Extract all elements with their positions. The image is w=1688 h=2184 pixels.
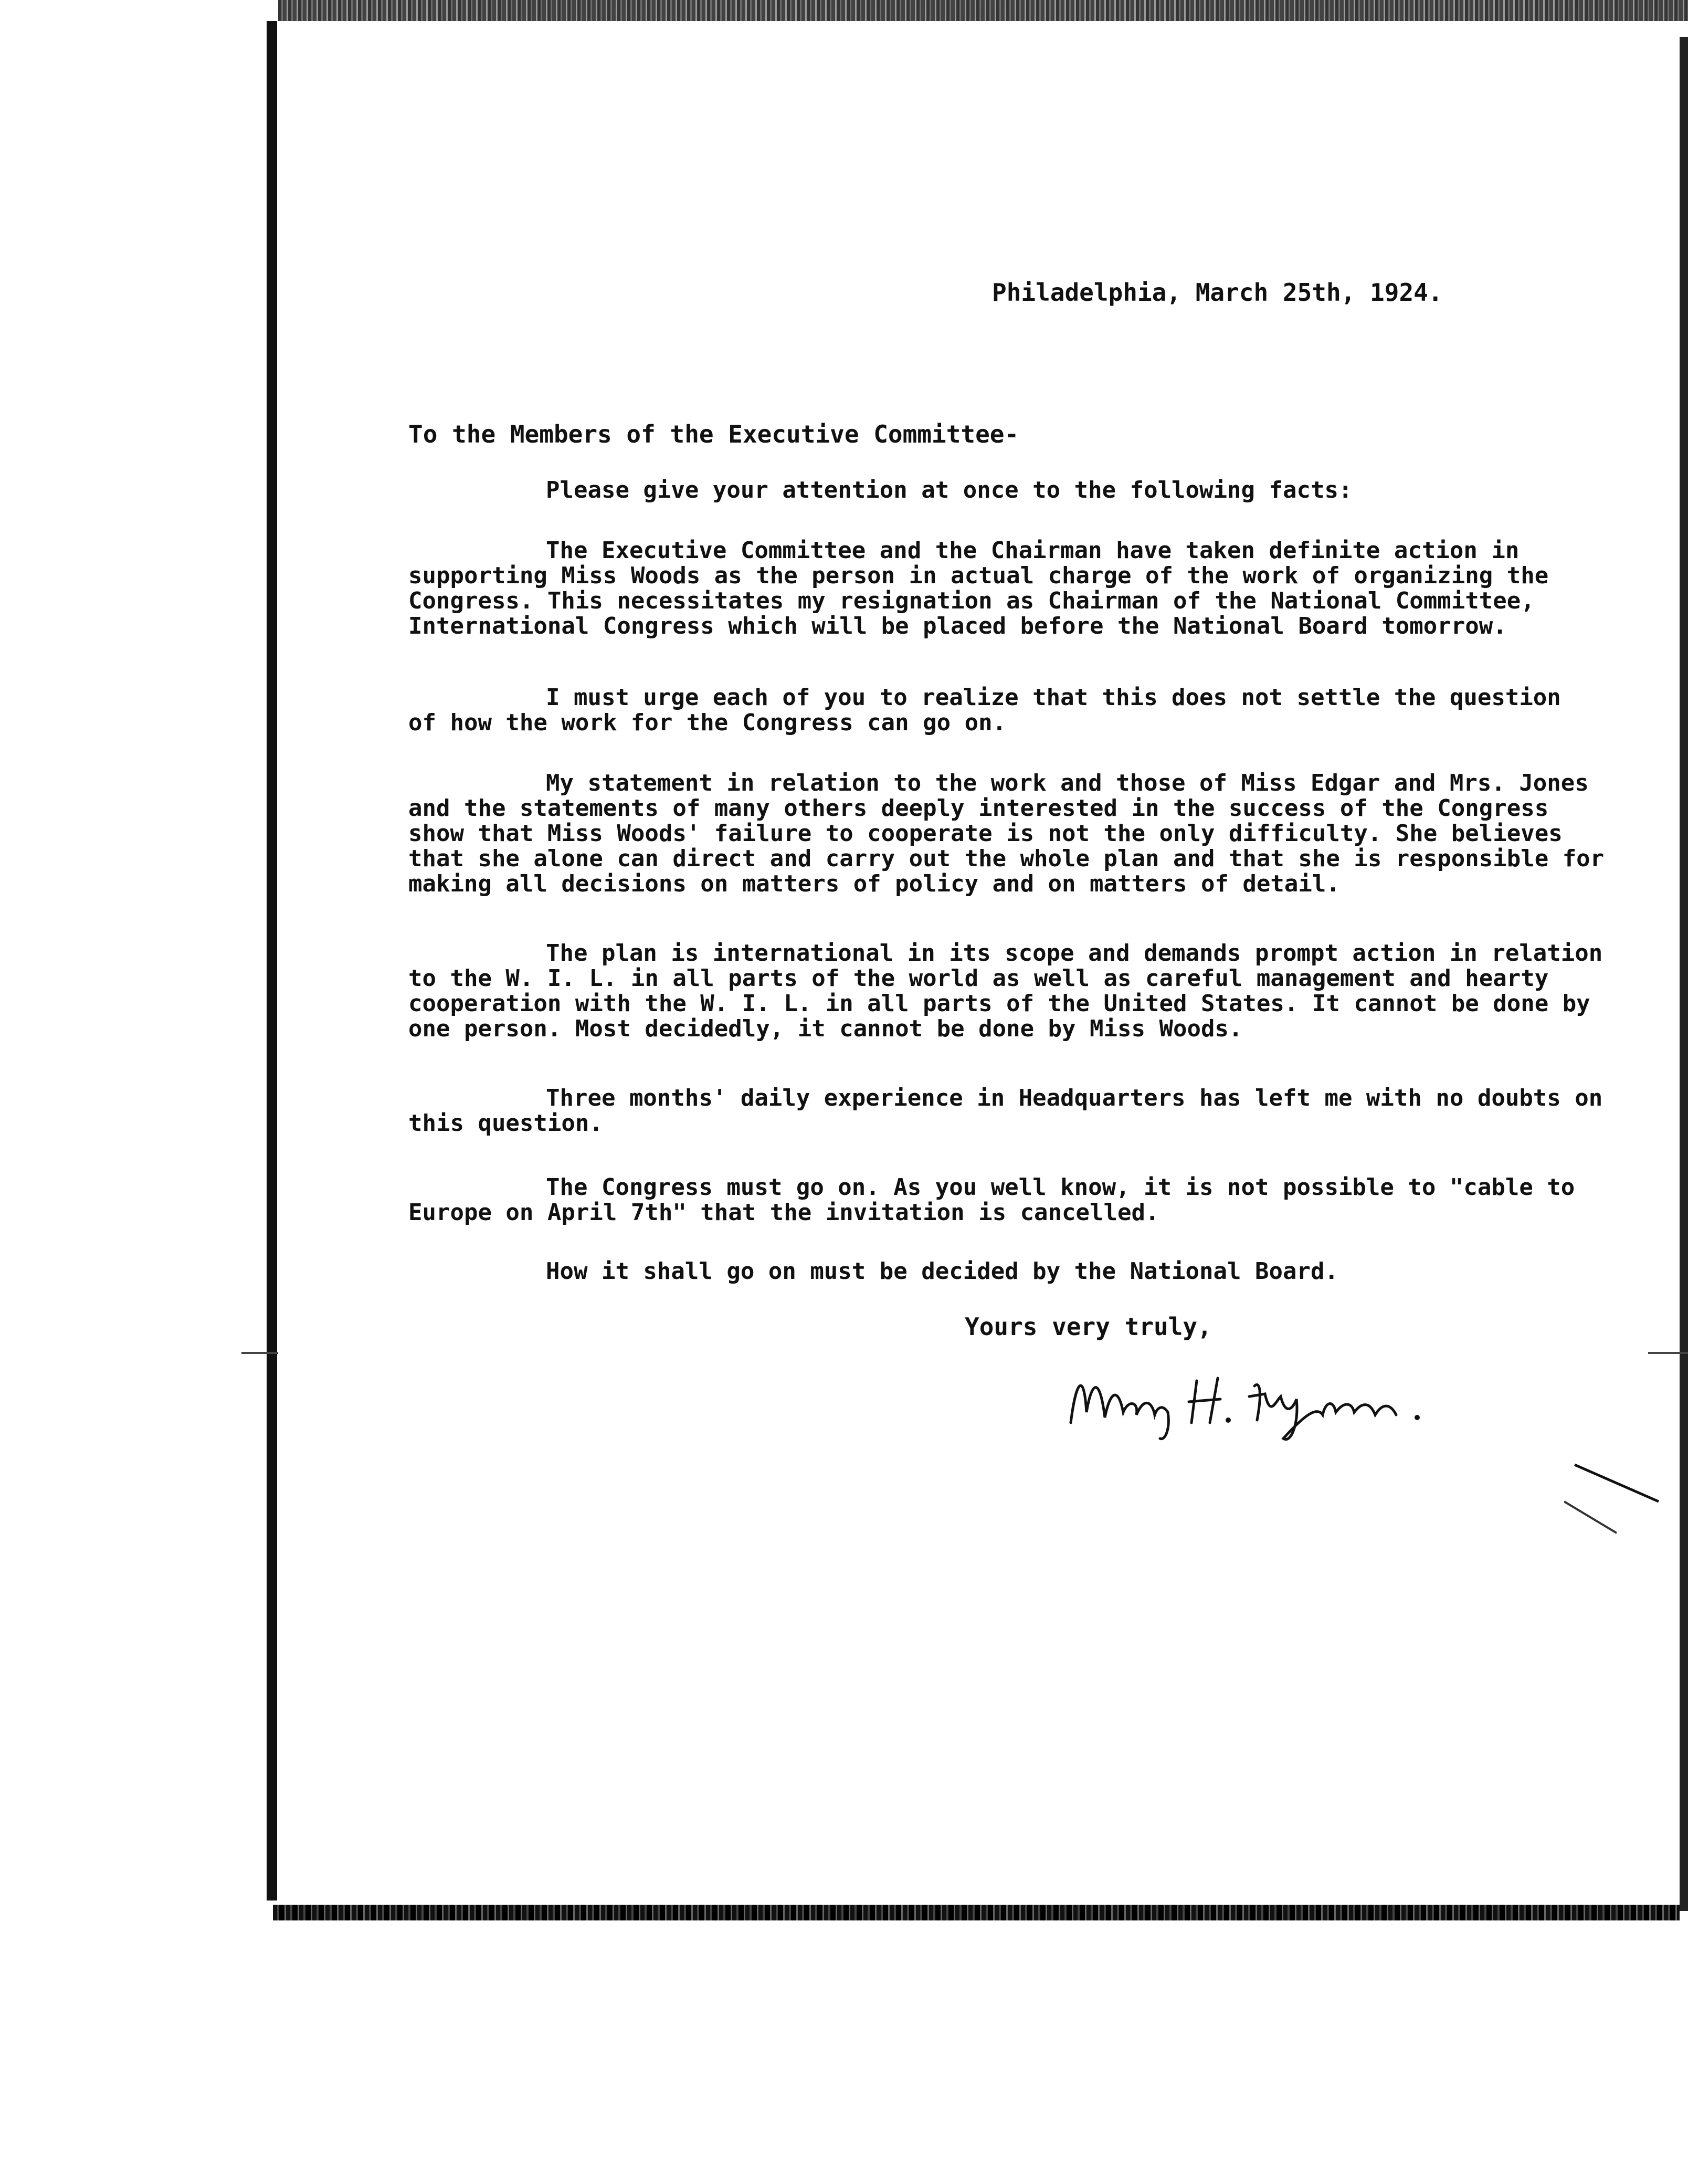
date-line: Philadelphia, March 25th, 1924. [992,278,1443,307]
salutation: To the Members of the Executive Committee- [408,420,1019,448]
scan-border-top [278,0,1688,21]
handwritten-signature [1060,1349,1480,1454]
paragraph-5: The plan is international in its scope and demands prompt action in relation to the W. I. L. in all parts of the world as well as careful management and hearty cooperation with the W. I. L. in all parts of the United States. It cannot be done by one person. Most decidedly, it cannot be done by Miss Woods. [408,940,1603,1042]
paragraph-6: Three months' daily experience in Headquarters has left me with no doubts on this question. [408,1085,1603,1137]
scan-border-right [1680,37,1688,1911]
stray-pen-marks [1564,1460,1669,1544]
paragraph-7: The Congress must go on. As you well know, it is not possible to "cable to Europe on April 7th" that the invitation is cancelled. [408,1174,1575,1226]
paragraph-3: I must urge each of you to realize that this does not settle the question of how the work for the Congress can go on. [408,684,1561,736]
scan-tick-left [241,1352,278,1354]
scan-border-left [267,21,277,1900]
closing: Yours very truly, [965,1312,1212,1341]
paragraph-8: How it shall go on must be decided by the National Board. [546,1258,1338,1285]
paragraph-4: My statement in relation to the work and those of Miss Edgar and Mrs. Jones and the statements of many others deeply interested in the success of the Congress show that Miss Woods' failure to cooperate is not the only difficulty. She believes that she alone can direct and carry out the whole plan and that she is responsible for making all decisions on matters of policy and on matters of detail. [408,770,1605,897]
paragraph-1: Please give your attention at once to the following facts: [546,477,1353,503]
paragraph-2: The Executive Committee and the Chairman have taken definite action in supporting Miss Woods as the person in actual charge of the work of organizing the Congress. This necessitates my resignation as Chairman of the National Committee, International Congress which will be placed before the National Board tomorrow. [408,537,1549,639]
scan-tick-right [1648,1352,1688,1354]
scan-border-bottom [273,1905,1680,1920]
